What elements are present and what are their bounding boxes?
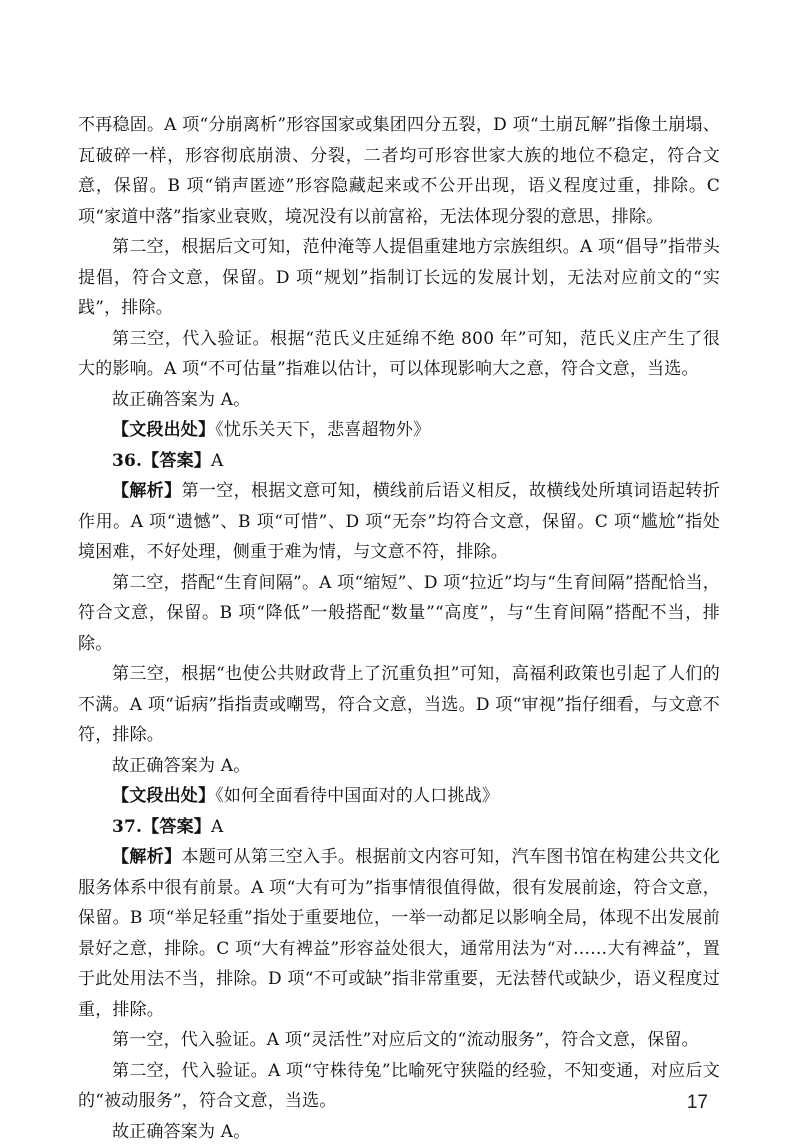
paragraph-1: 不再稳固。A 项“分崩离析”形容国家或集团四分五裂，D 项“土崩瓦解”指像土崩塌、瓦破碎一样，形容彻底崩溃、分裂，二者均可形容世家大族的地位不稳定，符合文意，保留。B 项“销声匿迹”形容隐藏起来或不公开出现，语义程度过重，排除。C 项“家道中落”指家业衰败，境况没有以前富裕，无法体现分裂的意思，排除。 [78,110,720,232]
source-title: 《忧乐关天下，悲喜超物外》 [215,420,430,440]
analysis-37 [78,842,720,1025]
page-content [78,110,720,1147]
answer-heading-37 [78,812,720,843]
question-number-answer: 37.【答案】 [112,817,211,837]
page-number: 17 [687,1092,708,1114]
answer-line-35: 故正确答案为 A。 [78,385,720,416]
source-line-36 [78,781,720,812]
paragraph-2: 第二空，根据后文可知，范仲淹等人提倡重建地方宗族组织。A 项“倡导”指带头提倡，符合文意，保留。D 项“规划”指制订长远的发展计划，无法对应前文的“实践”，排除。 [78,232,720,324]
answer-heading-36 [78,446,720,477]
source-line-35 [78,415,720,446]
source-heading: 【文段出处】 [112,786,215,806]
source-heading: 【文段出处】 [112,420,215,440]
answer-value: A [211,817,223,837]
question-number-answer: 36.【答案】 [112,451,211,471]
answer-value: A [211,451,223,471]
analysis-heading: 【解析】 [112,847,182,867]
source-title: 《如何全面看待中国面对的人口挑战》 [215,786,499,806]
answer-line-36: 故正确答案为 A。 [78,751,720,782]
answer-line-37: 故正确答案为 A。 [78,1117,720,1147]
analysis-heading: 【解析】 [112,481,182,501]
paragraph-3: 第三空，代入验证。根据“范氏义庄延绵不绝 800 年”可知，范氏义庄产生了很大的影响。A 项“不可估量”指难以估计，可以体现影响大之意，符合文意，当选。 [78,324,720,385]
paragraph-37-2: 第一空，代入验证。A 项“灵活性”对应后文的“流动服务”，符合文意，保留。 [78,1025,720,1056]
analysis-text: 第一空，根据文意可知，横线前后语义相反，故横线处所填词语起转折作用。A 项“遗憾”、B 项“可惜”、D 项“无奈”均符合文意，保留。C 项“尴尬”指处境困难，不好处理，侧重于难为情，与文意不符，排除。 [78,481,720,562]
paragraph-36-3: 第三空，根据“也使公共财政背上了沉重负担”可知，高福利政策也引起了人们的不满。A 项“诟病”指指责或嘲骂，符合文意，当选。D 项“审视”指仔细看，与文意不符，排除。 [78,659,720,751]
analysis-36 [78,476,720,568]
analysis-text: 本题可从第三空入手。根据前文内容可知，汽车图书馆在构建公共文化服务体系中很有前景。A 项“大有可为”指事情很值得做，很有发展前途，符合文意，保留。B 项“举足轻重”指处于重要地位，一举一动都足以影响全局，体现不出发展前景好之意，排除。C 项“大有裨益”形容益处很大，通常用法为“对……大有裨益”，置于此处用法不当，排除。D 项“不可或缺”指非常重要，无法替代或缺少，语义程度过重，排除。 [78,847,720,1020]
paragraph-36-2: 第二空，搭配“生育间隔”。A 项“缩短”、D 项“拉近”均与“生育间隔”搭配恰当，符合文意，保留。B 项“降低”一般搭配“数量”“高度”，与“生育间隔”搭配不当，排除。 [78,568,720,660]
paragraph-37-3: 第二空，代入验证。A 项“守株待兔”比喻死守狭隘的经验，不知变通，对应后文的“被动服务”，符合文意，当选。 [78,1056,720,1117]
